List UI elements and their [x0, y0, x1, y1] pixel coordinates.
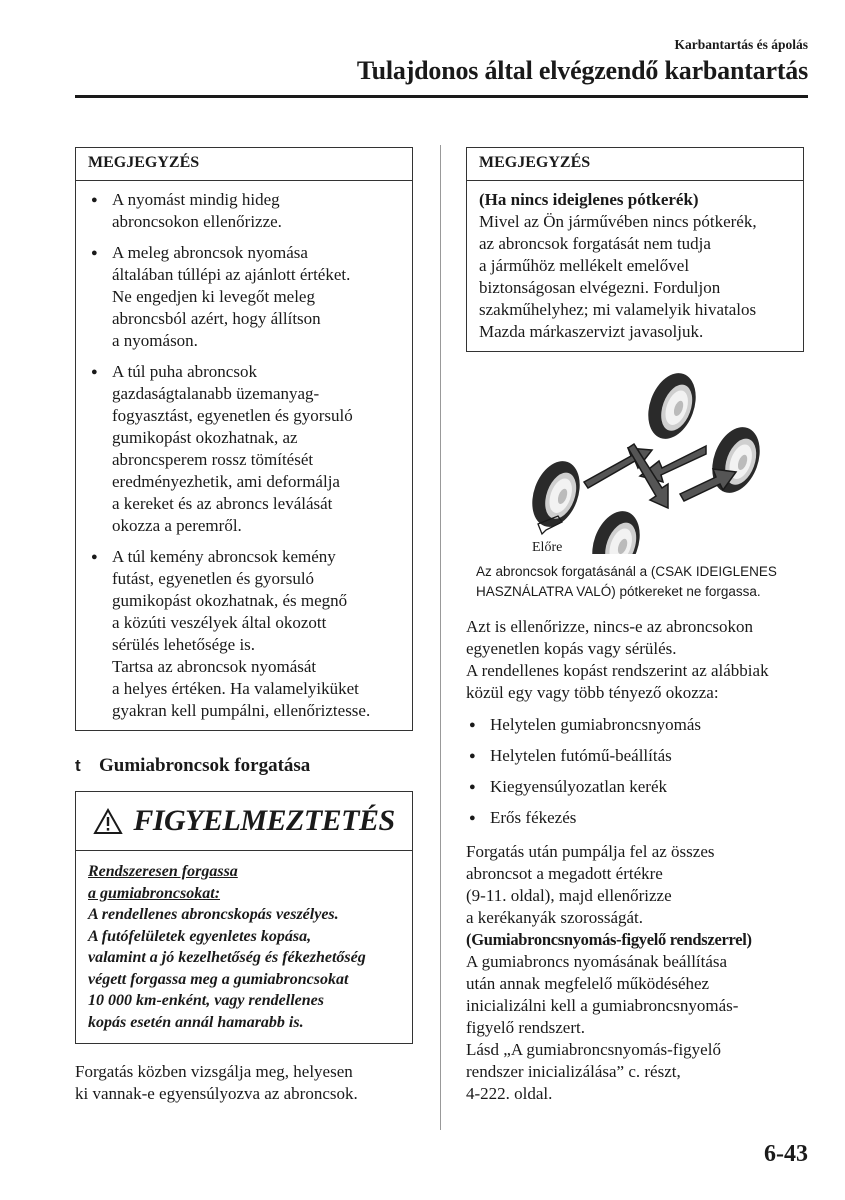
text-line: Ne engedjen ki levegőt meleg: [112, 287, 315, 306]
tpms-heading: (Gumiabroncsnyomás-figyelő rendszerrel): [466, 930, 752, 949]
tire-front-left: [524, 455, 589, 534]
intro-paragraph: [466, 616, 804, 704]
note-bullet-item: [88, 189, 400, 233]
bullet-icon: ●: [469, 812, 476, 824]
warning-text: [88, 904, 400, 1033]
text-line: (9-11. oldal), majd ellenőrizze: [466, 886, 672, 905]
cause-item: [466, 745, 804, 767]
note-box-left: [75, 147, 413, 731]
text-line: szakműhelyhez; mi valamelyik hivatalos: [479, 300, 757, 319]
text-line: sérülés lehetősége is.: [112, 635, 256, 654]
text-line: gazdaságtalanabb üzemanyag-: [112, 384, 320, 403]
text-line: gumikopást okozhatnak, az: [112, 428, 298, 447]
text-line: inicializálni kell a gumiabroncsnyomás-: [466, 996, 739, 1015]
note-bullet-list: [88, 189, 400, 722]
text-line: Tartsa az abroncsok nyomását: [112, 657, 317, 676]
text-line: Mivel az Ön járművében nincs pótkerék,: [479, 212, 757, 231]
text-line: abroncsokon ellenőrizze.: [112, 212, 282, 231]
note-bullet-item: [88, 361, 400, 537]
cause-item: [466, 807, 804, 829]
note-bullet-item: [88, 546, 400, 722]
tpms-paragraph: [466, 951, 804, 1105]
text-line: okozza a peremről.: [112, 516, 242, 535]
note-box-right: [466, 147, 804, 352]
text-line: A futófelületek egyenletes kopása,: [88, 927, 312, 945]
warning-title-bar: [76, 792, 412, 851]
text-line: után annak megfelelő működéséhez: [466, 974, 710, 993]
text-line: a közúti veszélyek által okozott: [112, 613, 327, 632]
text-line: abroncsperem rossz tömítését: [112, 450, 314, 469]
text-line: általában túllépi az ajánlott értéket.: [112, 265, 351, 284]
figure-caption: [476, 562, 804, 602]
text-line: 10 000 km-enként, vagy rendellenes: [88, 992, 324, 1009]
header-rule: [75, 95, 808, 98]
text-line: végett forgassa meg a gumiabroncsokat: [88, 970, 349, 988]
text-line: fogyasztást, egyenetlen és gyorsuló: [112, 406, 353, 425]
text-line: Lásd „A gumiabroncsnyomás-figyelő: [466, 1040, 721, 1059]
text-line: A nyomást mindig hideg: [112, 190, 280, 209]
note-subheading: (Ha nincs ideiglenes pótkerék): [479, 190, 699, 209]
text-line: gyakran kell pumpálni, ellenőriztesse.: [112, 701, 371, 720]
text-line: abroncsot a megadott értékre: [466, 864, 663, 883]
section-marker: t: [75, 756, 81, 775]
text-line: futást, egyenetlen és gyorsuló: [112, 569, 315, 588]
tire-front-right: [640, 367, 705, 446]
text-line: A gumiabroncs nyomásának beállítása: [466, 952, 728, 971]
right-column: [466, 147, 804, 1105]
text-line: Az abroncsok forgatásánál a (CSAK IDEIGLENES: [476, 564, 777, 579]
bullet-icon: ●: [91, 366, 98, 378]
text-line: a kerékanyák szorosságát.: [466, 908, 644, 927]
text-line: Forgatás után pumpálja fel az összes: [466, 842, 715, 861]
text-line: valamint a jó kezelhetőség és fékezhetőség: [88, 949, 366, 966]
note-heading: MEGJEGYZÉS: [467, 148, 803, 181]
text-line: HASZNÁLATRA VALÓ) pótkereket ne forgassa.: [476, 584, 761, 599]
text-line: a járműhöz mellékelt emelővel: [479, 256, 690, 275]
header-section-label: Karbantartás és ápolás: [674, 37, 808, 52]
text-line: kopás esetén annál hamarabb is.: [88, 1013, 304, 1031]
section-title: Gumiabroncsok forgatása: [99, 755, 311, 776]
forward-label: Előre: [532, 540, 563, 554]
text-line: A meleg abroncsok nyomása: [112, 243, 308, 262]
text-line: egyenetlen kopás vagy sérülés.: [466, 639, 677, 658]
after-paragraph: [466, 841, 804, 929]
note-heading: MEGJEGYZÉS: [76, 148, 412, 181]
text-line: Azt is ellenőrizze, nincs-e az abroncsokon: [466, 617, 753, 636]
bullet-icon: ●: [469, 750, 476, 762]
bullet-icon: ●: [91, 551, 98, 563]
cause-item: [466, 714, 804, 736]
text-line: az abroncsok forgatását nem tudja: [479, 234, 711, 253]
text-line: ki vannak-e egyensúlyozva az abroncsok.: [75, 1084, 358, 1103]
text-line: a nyomáson.: [112, 331, 198, 350]
text-line: 4-222. oldal.: [466, 1084, 553, 1103]
causes-list: [466, 714, 804, 829]
closing-paragraph: [75, 1061, 413, 1105]
bullet-icon: ●: [469, 781, 476, 793]
text-line: biztonságosan elvégezni. Forduljon: [479, 278, 721, 297]
left-column: [75, 147, 413, 1105]
text-line: Forgatás közben vizsgálja meg, helyesen: [75, 1062, 353, 1081]
tire-rotation-diagram: [466, 364, 804, 554]
text-line: figyelő rendszert.: [466, 1018, 585, 1037]
text-line: Mazda márkaszervizt javasoljuk.: [479, 322, 704, 341]
warning-underlined-line: a gumiabroncsokat:: [88, 884, 221, 902]
page-title: Tulajdonos által elvégzendő karbantartás: [356, 56, 808, 85]
text-line: abroncsból azért, hogy állítson: [112, 309, 321, 328]
text-line: gumikopást okozhatnak, és megnő: [112, 591, 348, 610]
cause-label: Erős fékezés: [490, 808, 577, 827]
cause-item: [466, 776, 804, 798]
note-bullet-item: [88, 242, 400, 352]
section-heading: [75, 755, 413, 777]
text-line: eredményezhetik, ami deformálja: [112, 472, 340, 491]
text-line: A túl puha abroncsok: [112, 362, 257, 381]
cause-label: Kiegyensúlyozatlan kerék: [490, 777, 668, 796]
warning-title: FIGYELMEZTETÉS: [133, 804, 395, 837]
warning-triangle-icon: [93, 808, 123, 835]
cause-label: Helytelen futómű-beállítás: [490, 746, 672, 765]
warning-box: [75, 791, 413, 1044]
cause-label: Helytelen gumiabroncsnyomás: [490, 715, 702, 734]
text-line: a helyes értéken. Ha valamelyiküket: [112, 679, 359, 698]
page-number: 6-43: [764, 1141, 808, 1167]
bullet-icon: ●: [469, 719, 476, 731]
bullet-icon: ●: [91, 194, 98, 206]
text-line: A rendellenes abroncskopás veszélyes.: [88, 906, 339, 923]
tire-rear-left: [584, 505, 649, 554]
text-line: közül egy vagy több tényező okozza:: [466, 683, 719, 702]
text-line: rendszer inicializálása” c. részt,: [466, 1062, 681, 1081]
text-line: A rendellenes kopást rendszerint az alábbiak: [466, 661, 769, 680]
column-divider: [440, 145, 441, 1130]
text-line: a kereket és az abroncs leválását: [112, 494, 333, 513]
bullet-icon: ●: [91, 247, 98, 259]
text-line: A túl kemény abroncsok kemény: [112, 547, 336, 566]
note-text: [479, 211, 791, 343]
warning-underlined-line: Rendszeresen forgassa: [88, 863, 238, 880]
